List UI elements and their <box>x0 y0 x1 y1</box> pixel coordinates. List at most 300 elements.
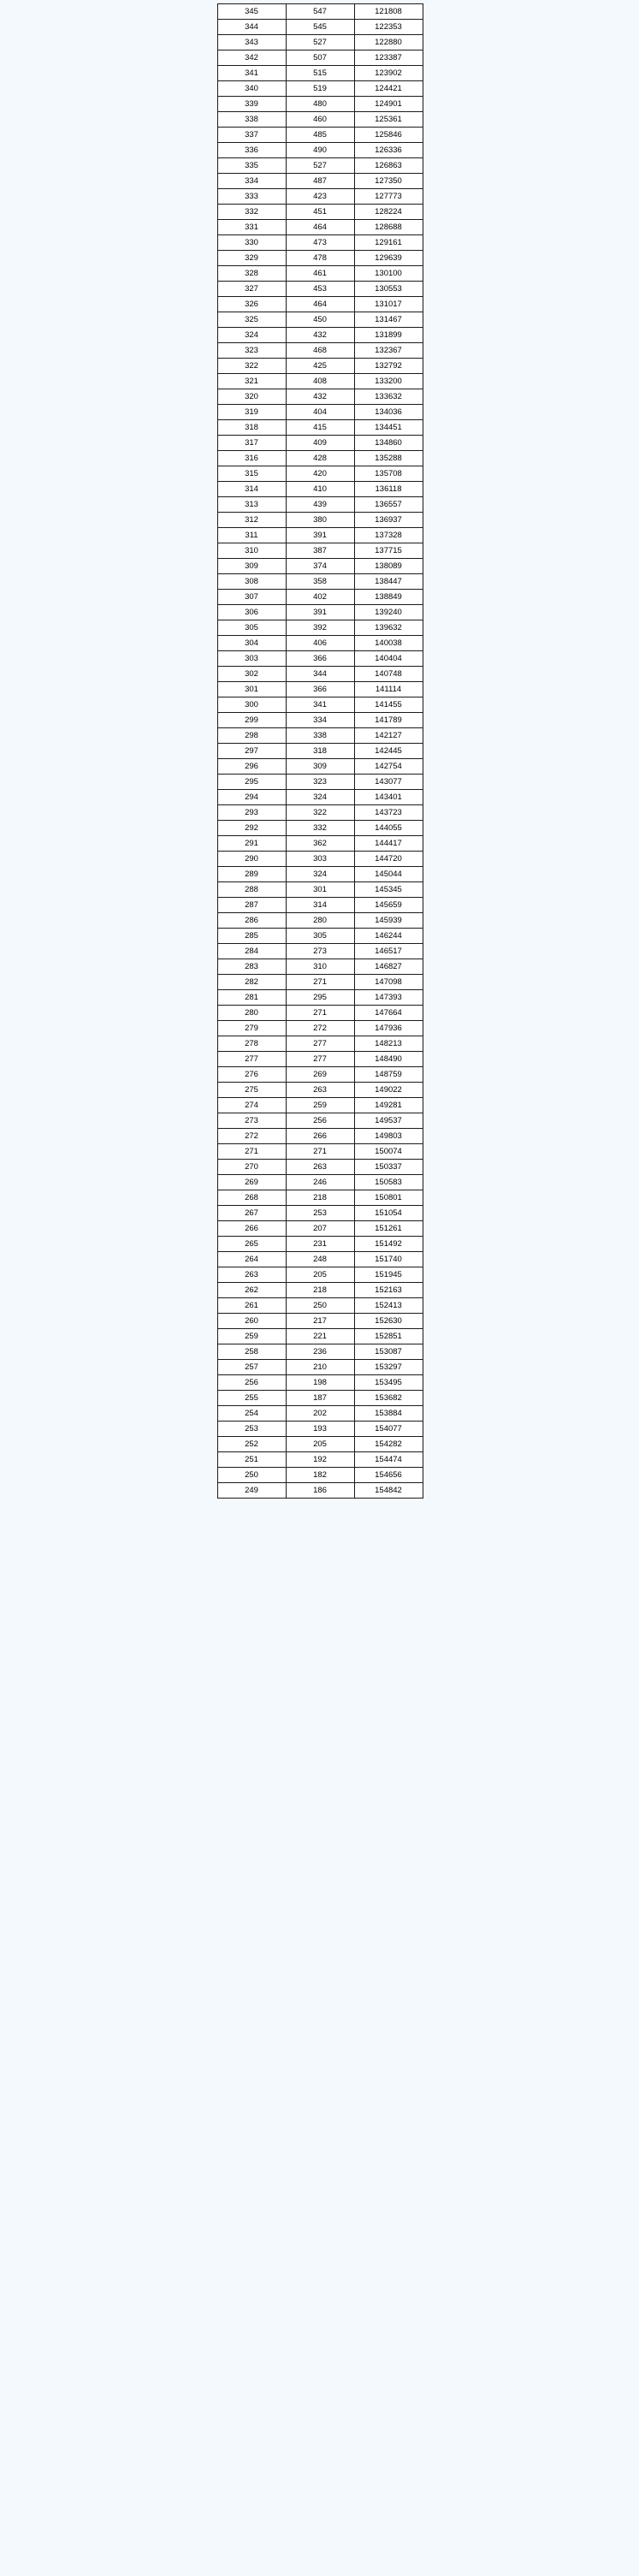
table-row <box>217 836 423 852</box>
table-cell-count: 391 <box>286 528 354 543</box>
table-cell-cumulative: 150801 <box>354 1190 423 1206</box>
table-cell-score: 268 <box>217 1190 286 1206</box>
table-cell-cumulative: 151492 <box>354 1237 423 1252</box>
table-cell-cumulative: 149022 <box>354 1083 423 1098</box>
table-cell-cumulative: 137715 <box>354 543 423 559</box>
table-cell-score: 262 <box>217 1283 286 1298</box>
table-cell-cumulative: 130553 <box>354 282 423 297</box>
table-cell-cumulative: 140038 <box>354 636 423 651</box>
table-row <box>217 929 423 944</box>
table-cell-score: 249 <box>217 1483 286 1499</box>
table-cell-count: 450 <box>286 312 354 328</box>
table-cell-cumulative: 125846 <box>354 128 423 143</box>
table-cell-cumulative: 146244 <box>354 929 423 944</box>
table-cell-cumulative: 144055 <box>354 821 423 836</box>
table-cell-score: 336 <box>217 143 286 158</box>
table-cell-score: 283 <box>217 959 286 975</box>
table-cell-cumulative: 142127 <box>354 728 423 744</box>
table-cell-cumulative: 151740 <box>354 1252 423 1267</box>
table-cell-cumulative: 147664 <box>354 1006 423 1021</box>
table-cell-score: 279 <box>217 1021 286 1036</box>
table-cell-cumulative: 154077 <box>354 1422 423 1437</box>
table-cell-count: 205 <box>286 1437 354 1452</box>
table-row <box>217 1483 423 1499</box>
table-cell-cumulative: 123902 <box>354 66 423 81</box>
table-cell-score: 305 <box>217 620 286 636</box>
table-row <box>217 1298 423 1314</box>
table-cell-score: 266 <box>217 1221 286 1237</box>
table-row <box>217 975 423 990</box>
table-cell-cumulative: 125361 <box>354 112 423 128</box>
table-row <box>217 913 423 929</box>
table-cell-score: 316 <box>217 451 286 466</box>
table-row <box>217 559 423 574</box>
table-cell-cumulative: 143077 <box>354 775 423 790</box>
table-cell-count: 425 <box>286 359 354 374</box>
table-cell-score: 263 <box>217 1267 286 1283</box>
table-row <box>217 112 423 128</box>
table-cell-cumulative: 126336 <box>354 143 423 158</box>
table-cell-score: 304 <box>217 636 286 651</box>
table-cell-score: 321 <box>217 374 286 389</box>
table-cell-score: 327 <box>217 282 286 297</box>
table-row <box>217 667 423 682</box>
table-row <box>217 697 423 713</box>
table-cell-cumulative: 134860 <box>354 436 423 451</box>
table-row <box>217 312 423 328</box>
table-row <box>217 990 423 1006</box>
table-cell-score: 277 <box>217 1052 286 1067</box>
table-row <box>217 1391 423 1406</box>
table-cell-cumulative: 139632 <box>354 620 423 636</box>
table-row <box>217 1375 423 1391</box>
table-row <box>217 35 423 50</box>
table-cell-cumulative: 135708 <box>354 466 423 482</box>
table-cell-count: 318 <box>286 744 354 759</box>
table-cell-count: 202 <box>286 1406 354 1422</box>
table-cell-cumulative: 143401 <box>354 790 423 805</box>
table-cell-count: 221 <box>286 1329 354 1344</box>
table-row <box>217 205 423 220</box>
table-cell-score: 325 <box>217 312 286 328</box>
table-cell-count: 344 <box>286 667 354 682</box>
table-cell-count: 246 <box>286 1175 354 1190</box>
table-cell-count: 253 <box>286 1206 354 1221</box>
table-cell-count: 527 <box>286 158 354 174</box>
table-cell-score: 339 <box>217 97 286 112</box>
table-cell-score: 261 <box>217 1298 286 1314</box>
table-cell-count: 295 <box>286 990 354 1006</box>
table-cell-count: 259 <box>286 1098 354 1113</box>
table-cell-count: 271 <box>286 1006 354 1021</box>
table-cell-cumulative: 128688 <box>354 220 423 235</box>
table-row <box>217 251 423 266</box>
table-cell-cumulative: 133200 <box>354 374 423 389</box>
table-cell-score: 271 <box>217 1144 286 1160</box>
table-cell-count: 464 <box>286 297 354 312</box>
table-cell-score: 330 <box>217 235 286 251</box>
table-cell-cumulative: 144417 <box>354 836 423 852</box>
table-cell-cumulative: 152163 <box>354 1283 423 1298</box>
table-row <box>217 497 423 513</box>
table-row <box>217 1052 423 1067</box>
table-cell-cumulative: 148490 <box>354 1052 423 1067</box>
table-cell-cumulative: 143723 <box>354 805 423 821</box>
table-cell-count: 432 <box>286 389 354 405</box>
table-cell-score: 320 <box>217 389 286 405</box>
table-cell-count: 487 <box>286 174 354 189</box>
table-cell-score: 331 <box>217 220 286 235</box>
table-row <box>217 513 423 528</box>
table-row <box>217 882 423 898</box>
table-cell-count: 392 <box>286 620 354 636</box>
table-cell-count: 358 <box>286 574 354 590</box>
table-row <box>217 1160 423 1175</box>
table-row <box>217 1360 423 1375</box>
table-cell-score: 257 <box>217 1360 286 1375</box>
table-cell-count: 374 <box>286 559 354 574</box>
table-cell-cumulative: 126863 <box>354 158 423 174</box>
table-row <box>217 1083 423 1098</box>
table-cell-count: 439 <box>286 497 354 513</box>
table-cell-cumulative: 130100 <box>354 266 423 282</box>
table-cell-count: 338 <box>286 728 354 744</box>
table-row <box>217 574 423 590</box>
table-row <box>217 1344 423 1360</box>
table-row <box>217 959 423 975</box>
table-cell-cumulative: 124901 <box>354 97 423 112</box>
table-cell-count: 309 <box>286 759 354 775</box>
table-row <box>217 374 423 389</box>
table-cell-count: 480 <box>286 97 354 112</box>
table-cell-count: 193 <box>286 1422 354 1437</box>
table-row <box>217 128 423 143</box>
table-cell-score: 252 <box>217 1437 286 1452</box>
table-cell-score: 276 <box>217 1067 286 1083</box>
table-cell-count: 280 <box>286 913 354 929</box>
table-cell-cumulative: 151054 <box>354 1206 423 1221</box>
table-cell-cumulative: 150583 <box>354 1175 423 1190</box>
table-cell-count: 207 <box>286 1221 354 1237</box>
table-cell-count: 545 <box>286 20 354 35</box>
table-cell-count: 324 <box>286 790 354 805</box>
table-row <box>217 235 423 251</box>
table-row <box>217 1452 423 1468</box>
table-cell-score: 296 <box>217 759 286 775</box>
table-row <box>217 482 423 497</box>
table-cell-cumulative: 145044 <box>354 867 423 882</box>
table-cell-score: 301 <box>217 682 286 697</box>
table-cell-score: 341 <box>217 66 286 81</box>
table-cell-cumulative: 152851 <box>354 1329 423 1344</box>
table-cell-cumulative: 123387 <box>354 50 423 66</box>
table-cell-count: 256 <box>286 1113 354 1129</box>
table-cell-cumulative: 154474 <box>354 1452 423 1468</box>
table-cell-score: 265 <box>217 1237 286 1252</box>
table-cell-score: 298 <box>217 728 286 744</box>
table-cell-count: 404 <box>286 405 354 420</box>
table-row <box>217 636 423 651</box>
table-row <box>217 805 423 821</box>
table-cell-score: 337 <box>217 128 286 143</box>
table-cell-cumulative: 148213 <box>354 1036 423 1052</box>
score-table-container <box>217 0 423 1499</box>
table-cell-cumulative: 149281 <box>354 1098 423 1113</box>
table-row <box>217 1252 423 1267</box>
table-cell-score: 292 <box>217 821 286 836</box>
table-cell-cumulative: 140404 <box>354 651 423 667</box>
table-cell-count: 334 <box>286 713 354 728</box>
table-cell-cumulative: 149803 <box>354 1129 423 1144</box>
table-cell-score: 302 <box>217 667 286 682</box>
table-row <box>217 1329 423 1344</box>
table-cell-cumulative: 133632 <box>354 389 423 405</box>
table-cell-score: 334 <box>217 174 286 189</box>
table-row <box>217 821 423 836</box>
table-cell-score: 308 <box>217 574 286 590</box>
table-cell-score: 269 <box>217 1175 286 1190</box>
table-cell-cumulative: 153884 <box>354 1406 423 1422</box>
table-row <box>217 1175 423 1190</box>
table-cell-count: 303 <box>286 852 354 867</box>
table-cell-cumulative: 154282 <box>354 1437 423 1452</box>
table-cell-score: 270 <box>217 1160 286 1175</box>
table-cell-cumulative: 153495 <box>354 1375 423 1391</box>
table-cell-cumulative: 152413 <box>354 1298 423 1314</box>
table-row <box>217 389 423 405</box>
table-row <box>217 1006 423 1021</box>
table-cell-count: 263 <box>286 1083 354 1098</box>
table-row <box>217 944 423 959</box>
table-row <box>217 713 423 728</box>
table-row <box>217 174 423 189</box>
table-cell-score: 344 <box>217 20 286 35</box>
table-cell-score: 343 <box>217 35 286 50</box>
table-cell-cumulative: 153682 <box>354 1391 423 1406</box>
table-cell-score: 295 <box>217 775 286 790</box>
table-cell-cumulative: 137328 <box>354 528 423 543</box>
table-cell-cumulative: 145939 <box>354 913 423 929</box>
table-cell-cumulative: 136118 <box>354 482 423 497</box>
table-cell-count: 380 <box>286 513 354 528</box>
table-row <box>217 1237 423 1252</box>
table-cell-score: 260 <box>217 1314 286 1329</box>
table-cell-count: 366 <box>286 682 354 697</box>
table-cell-count: 324 <box>286 867 354 882</box>
table-cell-count: 423 <box>286 189 354 205</box>
table-cell-score: 275 <box>217 1083 286 1098</box>
table-row <box>217 66 423 81</box>
table-cell-score: 273 <box>217 1113 286 1129</box>
table-cell-score: 288 <box>217 882 286 898</box>
table-cell-score: 335 <box>217 158 286 174</box>
table-cell-score: 259 <box>217 1329 286 1344</box>
table-cell-count: 332 <box>286 821 354 836</box>
table-cell-count: 409 <box>286 436 354 451</box>
table-cell-score: 333 <box>217 189 286 205</box>
table-row <box>217 359 423 374</box>
table-cell-score: 332 <box>217 205 286 220</box>
table-cell-score: 253 <box>217 1422 286 1437</box>
table-cell-count: 310 <box>286 959 354 975</box>
table-cell-cumulative: 129161 <box>354 235 423 251</box>
table-cell-count: 519 <box>286 81 354 97</box>
table-cell-cumulative: 131899 <box>354 328 423 343</box>
table-cell-count: 210 <box>286 1360 354 1375</box>
table-cell-count: 420 <box>286 466 354 482</box>
table-row <box>217 590 423 605</box>
table-cell-cumulative: 141455 <box>354 697 423 713</box>
table-cell-score: 324 <box>217 328 286 343</box>
table-cell-score: 326 <box>217 297 286 312</box>
table-cell-cumulative: 150337 <box>354 1160 423 1175</box>
table-cell-count: 198 <box>286 1375 354 1391</box>
table-row <box>217 605 423 620</box>
table-cell-count: 269 <box>286 1067 354 1083</box>
table-cell-score: 338 <box>217 112 286 128</box>
table-row <box>217 436 423 451</box>
table-row <box>217 867 423 882</box>
table-cell-count: 218 <box>286 1190 354 1206</box>
table-cell-cumulative: 138447 <box>354 574 423 590</box>
table-cell-cumulative: 146517 <box>354 944 423 959</box>
table-cell-count: 453 <box>286 282 354 297</box>
table-row <box>217 852 423 867</box>
table-cell-score: 286 <box>217 913 286 929</box>
table-cell-cumulative: 144720 <box>354 852 423 867</box>
table-row <box>217 1067 423 1083</box>
table-row <box>217 20 423 35</box>
table-cell-cumulative: 135288 <box>354 451 423 466</box>
table-cell-count: 323 <box>286 775 354 790</box>
table-row <box>217 1267 423 1283</box>
table-cell-cumulative: 138089 <box>354 559 423 574</box>
table-row <box>217 528 423 543</box>
table-row <box>217 790 423 805</box>
table-row <box>217 420 423 436</box>
table-cell-count: 273 <box>286 944 354 959</box>
table-cell-count: 432 <box>286 328 354 343</box>
table-cell-score: 258 <box>217 1344 286 1360</box>
table-cell-score: 309 <box>217 559 286 574</box>
table-cell-count: 248 <box>286 1252 354 1267</box>
table-cell-count: 187 <box>286 1391 354 1406</box>
table-cell-score: 297 <box>217 744 286 759</box>
table-cell-count: 250 <box>286 1298 354 1314</box>
table-row <box>217 1098 423 1113</box>
table-cell-count: 192 <box>286 1452 354 1468</box>
table-cell-count: 490 <box>286 143 354 158</box>
table-cell-score: 293 <box>217 805 286 821</box>
table-cell-cumulative: 136937 <box>354 513 423 528</box>
table-cell-score: 315 <box>217 466 286 482</box>
table-row <box>217 266 423 282</box>
table-cell-count: 406 <box>286 636 354 651</box>
score-distribution-table <box>217 3 423 1499</box>
table-cell-cumulative: 134036 <box>354 405 423 420</box>
table-row <box>217 1129 423 1144</box>
table-cell-count: 387 <box>286 543 354 559</box>
table-cell-cumulative: 147393 <box>354 990 423 1006</box>
table-cell-cumulative: 152630 <box>354 1314 423 1329</box>
table-cell-score: 255 <box>217 1391 286 1406</box>
score-table-body <box>217 4 423 1499</box>
table-row <box>217 81 423 97</box>
table-cell-count: 217 <box>286 1314 354 1329</box>
table-cell-score: 317 <box>217 436 286 451</box>
table-cell-cumulative: 150074 <box>354 1144 423 1160</box>
table-cell-score: 291 <box>217 836 286 852</box>
table-cell-score: 303 <box>217 651 286 667</box>
table-row <box>217 189 423 205</box>
table-row <box>217 775 423 790</box>
table-cell-count: 236 <box>286 1344 354 1360</box>
table-cell-score: 306 <box>217 605 286 620</box>
table-cell-cumulative: 141114 <box>354 682 423 697</box>
table-row <box>217 1221 423 1237</box>
table-row <box>217 620 423 636</box>
table-cell-count: 205 <box>286 1267 354 1283</box>
table-cell-cumulative: 151261 <box>354 1221 423 1237</box>
table-cell-cumulative: 132792 <box>354 359 423 374</box>
table-cell-score: 318 <box>217 420 286 436</box>
table-cell-score: 272 <box>217 1129 286 1144</box>
table-cell-cumulative: 148759 <box>354 1067 423 1083</box>
table-cell-count: 271 <box>286 975 354 990</box>
table-cell-count: 341 <box>286 697 354 713</box>
table-cell-count: 322 <box>286 805 354 821</box>
table-cell-count: 527 <box>286 35 354 50</box>
table-cell-score: 311 <box>217 528 286 543</box>
table-cell-score: 254 <box>217 1406 286 1422</box>
table-cell-count: 415 <box>286 420 354 436</box>
table-row <box>217 543 423 559</box>
table-row <box>217 1190 423 1206</box>
table-cell-cumulative: 138849 <box>354 590 423 605</box>
table-cell-score: 280 <box>217 1006 286 1021</box>
table-cell-count: 461 <box>286 266 354 282</box>
table-cell-count: 460 <box>286 112 354 128</box>
table-cell-count: 366 <box>286 651 354 667</box>
table-cell-count: 451 <box>286 205 354 220</box>
table-cell-count: 182 <box>286 1468 354 1483</box>
table-row <box>217 1113 423 1129</box>
table-cell-cumulative: 139240 <box>354 605 423 620</box>
table-cell-cumulative: 153297 <box>354 1360 423 1375</box>
table-cell-count: 410 <box>286 482 354 497</box>
table-cell-cumulative: 142445 <box>354 744 423 759</box>
table-cell-score: 329 <box>217 251 286 266</box>
table-cell-cumulative: 128224 <box>354 205 423 220</box>
table-cell-count: 277 <box>286 1036 354 1052</box>
table-cell-cumulative: 136557 <box>354 497 423 513</box>
table-cell-count: 391 <box>286 605 354 620</box>
table-cell-count: 478 <box>286 251 354 266</box>
table-cell-score: 256 <box>217 1375 286 1391</box>
table-cell-count: 468 <box>286 343 354 359</box>
table-cell-score: 345 <box>217 4 286 20</box>
table-cell-count: 408 <box>286 374 354 389</box>
table-row <box>217 1406 423 1422</box>
table-cell-cumulative: 147098 <box>354 975 423 990</box>
table-cell-cumulative: 134451 <box>354 420 423 436</box>
table-row <box>217 1036 423 1052</box>
table-row <box>217 1314 423 1329</box>
table-row <box>217 651 423 667</box>
table-cell-count: 263 <box>286 1160 354 1175</box>
table-cell-cumulative: 149537 <box>354 1113 423 1129</box>
table-cell-count: 515 <box>286 66 354 81</box>
